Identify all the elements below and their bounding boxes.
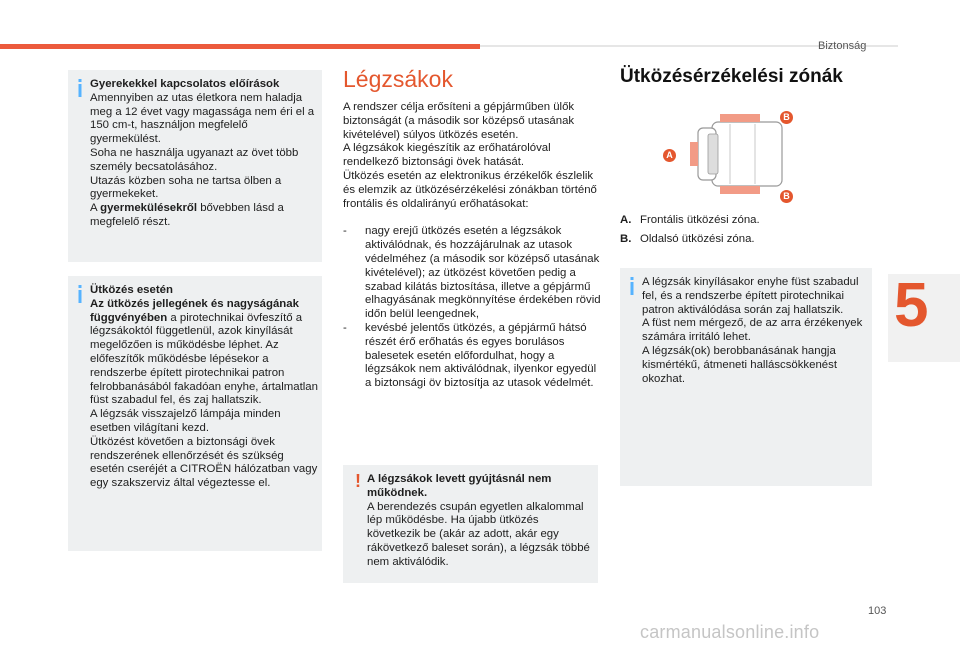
child-box-text2: Soha ne használja ugyanazt az övet több személy becsatolásához. [90, 146, 299, 173]
section-title: Biztonság [818, 40, 867, 52]
warning-box [343, 465, 598, 583]
collision-box-text2: A légzsák visszajelző lámpája minden esetben világítani kezd. [90, 408, 281, 434]
zone-a-badge: A [663, 149, 676, 162]
zone-b-badge: B [780, 111, 793, 124]
smoke-text2: A füst nem mérgező, de az arra érzékenyek számára irritáló lehet. [642, 317, 863, 344]
collision-box-lead: Az ütközés jellegének és nagyságának függvényében a pirotechnikai övfeszítő a légzsákoktól függetlenül, azok kinyílását megelőzően is működésbe léphet. Az előfeszítők működésbe lépésekor a rendszerbe épített pirotechnikai patron felrobbanásából fakadóan enyhe, ártalmatlan füst szabadul fel, és zaj hallatszik. [90, 297, 318, 407]
smoke-info-box [620, 268, 872, 486]
car-top-view-diagram [690, 112, 790, 196]
info-icon [77, 79, 83, 97]
warning-text: A berendezés csupán egyetlen alkalommal lép működésbe. Ha újabb ütközés következik be (akár az adott, akár egy rákövetkező baleset során), a légzsák többé nem aktiválódik. [367, 500, 590, 568]
zone-a-definition: A. Frontális ütközési zóna. [620, 214, 760, 226]
info-icon [629, 277, 635, 295]
airbags-title: Légzsákok [343, 66, 453, 92]
child-box-title: Gyerekekkel kapcsolatos előírások [90, 78, 280, 90]
page-number: 103 [868, 605, 887, 617]
collision-box-title: Ütközés esetén [90, 284, 173, 296]
airbags-intro2: A légzsákok kiegészítik az erőhatárolóval rendelkező biztonsági övek hatását. [343, 142, 551, 169]
smoke-text1: A légzsák kinyílásakor enyhe füst szabadul fel, és a rendszerbe épített pirotechnikai patron aktiválódása során zaj hallatszik. [642, 276, 859, 316]
warning-icon: ! [355, 471, 361, 491]
list-item: - kevésbé jelentős ütközés, a gépjármű hátsó részét érő erőhatás és egyes borulásos balesetek esetén előfordulhat, hogy a légzsákok nem aktiválódnak, ilyenkor egyedül a biztonsági öv biztosítja az utasok védelmét. [343, 322, 601, 391]
zone-b-definition: B. Oldalsó ütközési zóna. [620, 233, 755, 245]
child-box-text3: Utazás közben soha ne tartsa ölben a gyermekeket. [90, 174, 282, 201]
top-accent-bar [0, 44, 480, 49]
warning-title: A légzsákok levett gyújtásnál nem működnek. [367, 473, 552, 499]
smoke-text3: A légzsák(ok) berobbanásának hangja kismértékű, átmeneti halláscsökkenést okozhat. [642, 344, 837, 385]
watermark: carmanualsonline.info [640, 622, 820, 642]
airbags-intro: A rendszer célja erősíteni a gépjárműben ülők biztonságát (a második sor középső utasának kivételével) súlyos ütközés esetén. [343, 101, 575, 141]
zones-title: Ütközésérzékelési zónák [620, 66, 843, 87]
collision-box-text3: Ütközést követően a biztonsági övek rendszerének ellenőrzését és szükség esetén cseréjét a CITROËN hálózatban vagy egy szakszerviz által végeztesse el. [90, 435, 318, 490]
collision-box [68, 276, 322, 551]
airbags-body [343, 101, 601, 391]
child-box-text4: A gyermekülésekről bővebben lásd a megfelelő részt. [90, 202, 284, 228]
child-box-text1: Amennyiben az utas életkora nem haladja meg a 12 évet vagy magassága nem éri el a 150 cm-t, használjon megfelelő gyermekülést. [90, 91, 315, 146]
airbags-intro3: Ütközés esetén az elektronikus érzékelők észlelik és elemzik az ütközésérzékelési zónákban történő frontális és oldalirányú erőhatásokat: [343, 169, 597, 210]
airbags-bullets [343, 225, 601, 391]
zone-b-badge: B [780, 190, 793, 203]
child-safety-box [68, 70, 322, 262]
info-icon [77, 285, 83, 303]
chapter-number: 5 [894, 271, 929, 340]
list-item: - nagy erejű ütközés esetén a légzsákok aktiválódnak, és hozzájárulnak az utasok védelméhez (a második sor középső utasának kivételével); az ütközést követően pedig a szabad kilátás biztosítása, illetve a gépjármű elhagyásának megkönnyítése érdekében rövid időn belül leengednek, [343, 225, 601, 322]
